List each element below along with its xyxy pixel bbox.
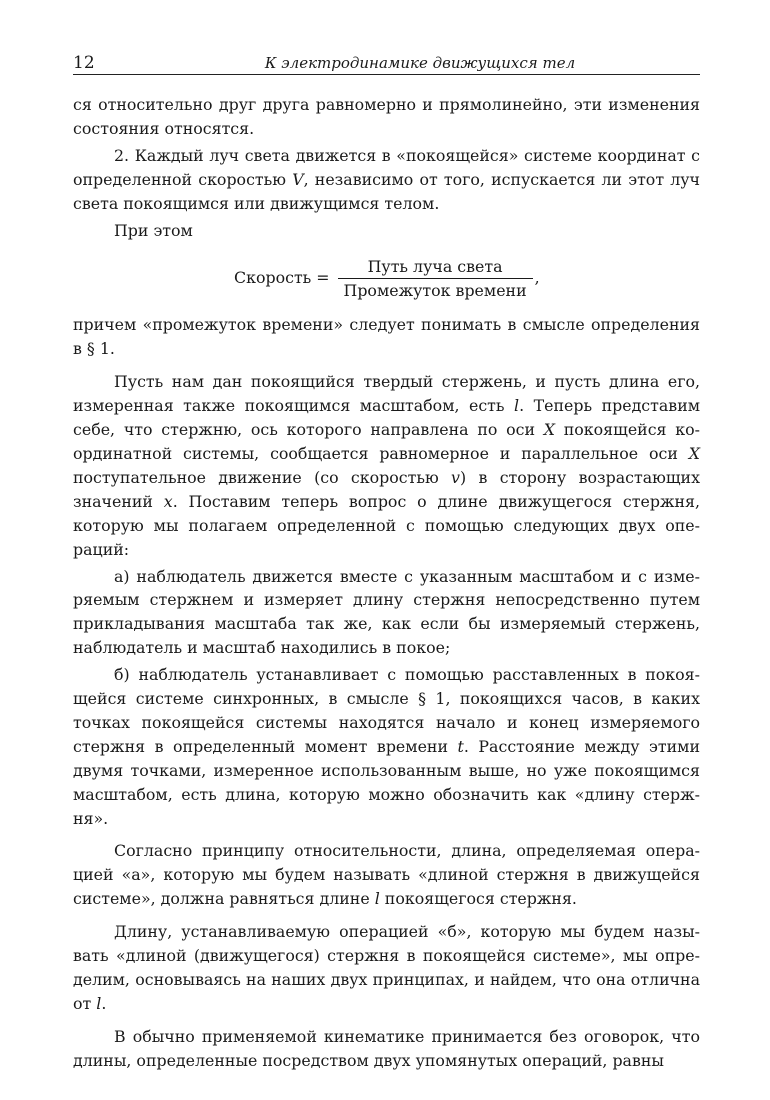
paragraph-continued: ся относительно друг друга равномерно и прямолинейно, эти изменения состояния относятся. <box>73 95 700 138</box>
var-V: V <box>292 169 304 189</box>
body-text <box>73 93 700 1073</box>
paragraph-length-b: Длину, устанавливаемую операцией «б», которую мы будем называть «длиной (движущегося) стержня в покоящейся системе», мы определим, основываясь на наших двух принципах, и найдем, что она отлична от l. <box>73 922 700 1013</box>
book-page <box>73 52 700 1072</box>
var-X: X <box>688 443 700 463</box>
paragraph-time-interval: причем «промежуток времени» следует понимать в смысле определения в § 1. <box>73 315 700 359</box>
running-title: К электродинамике движущихся тел <box>264 54 576 72</box>
formula-fraction <box>338 256 533 301</box>
var-X: X <box>543 420 556 440</box>
paragraph-relativity: Согласно принципу относительности, длина, определяемая операцией «а», которую мы будем называть «длиной стержня в движущейся системе», должна равняться длине l покоящегося стержня. <box>73 841 700 909</box>
paragraph-with-this: При этом <box>114 220 193 240</box>
page-number: 12 <box>73 53 95 73</box>
var-x: x <box>163 491 173 511</box>
fraction-bar <box>338 278 533 279</box>
formula-denominator: Промежуток времени <box>343 280 527 300</box>
list-item-a: а) наблюдатель движется вместе с указанным масштабом и с измеряемым стержнем и измеряет длину стержня непосредственно путем прикладывания масштаба так же, как если бы измеряемый стержень, наблюдатель и масштаб находились в покое; <box>73 566 700 658</box>
paragraph-kinematics: В обычно применяемой кинематике принимается без оговорок, что длины, определенные посредством двух упомянутых операций, равны <box>73 1026 700 1070</box>
var-l: l <box>514 396 520 416</box>
var-t: t <box>457 736 464 756</box>
velocity-formula <box>73 254 700 302</box>
formula-comma: , <box>534 268 540 288</box>
list-item-b: б) наблюдатель устанавливает с помощью расставленных в покоящейся системе синхронных, в смысле § 1, покоящихся часов, в каких точках покоящейся системы находятся начало и конец измеряемого стержня в определенный момент времени t. Расстояние между этими двумя точками, измеренное использованным выше, но уже покоящимся масштабом, есть длина, которую можно обозначить как «длину стержня». <box>73 665 700 828</box>
paragraph-light-postulate: 2. Каждый луч света движется в «покоящейся» системе координат с определенной скоростью V, независимо от того, испускается ли этот луч света покоящимся или движущимся телом. <box>73 145 700 213</box>
formula-lhs: Скорость = <box>234 268 330 288</box>
var-l: l <box>96 993 102 1013</box>
formula-numerator: Путь луча света <box>367 256 503 276</box>
running-head <box>73 52 700 75</box>
var-l: l <box>374 889 380 909</box>
var-v: v <box>451 467 460 487</box>
paragraph-rod: Пусть нам дан покоящийся твердый стержень, и пусть длина его, измеренная также покоящимся масштабом, есть l. Теперь представим себе, что стержню, ось которого направлена по оси X покоящейся координатной системы, сообщается равномерное и параллельное оси X поступательное движение (со скоростью v) в сторону возрастающих значений x. Поставим теперь вопрос о длине движущегося стержня, которую мы полагаем определенной с помощью следующих двух операций: <box>73 372 701 559</box>
